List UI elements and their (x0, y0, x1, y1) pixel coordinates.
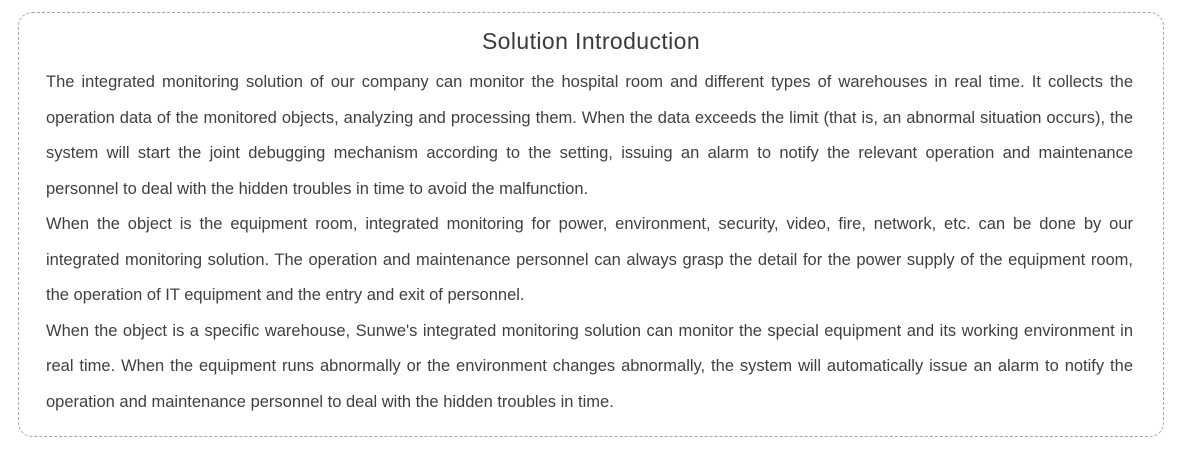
page-title: Solution Introduction (481, 28, 701, 54)
intro-paragraph-1: The integrated monitoring solution of our company can monitor the hospital room and different types of warehouses in real time. It collects the operation data of the monitored objects, analyzing and processing them. When the data exceeds the limit (that is, an abnormal situation occurs), the system will start the joint debugging mechanism according to the setting, issuing an alarm to notify the relevant operation and maintenance personnel to deal with the hidden troubles in time to avoid the malfunction. (46, 73, 1133, 198)
intro-paragraph-2: When the object is the equipment room, integrated monitoring for power, environment, security, video, fire, network, etc. can be done by our integrated monitoring solution. The operation and maintenance personnel can always grasp the detail for the power supply of the equipment room, the operation of IT equipment and the entry and exit of personnel. (46, 215, 1133, 304)
intro-text-block (19, 55, 1163, 420)
solution-introduction-panel (18, 12, 1164, 437)
intro-paragraph-3: When the object is a specific warehouse, Sunwe's integrated monitoring solution can monitor the special equipment and its working environment in real time. When the equipment runs abnormally or the environment changes abnormally, the system will automatically issue an alarm to notify the operation and maintenance personnel to deal with the hidden troubles in time. (46, 321, 1133, 411)
